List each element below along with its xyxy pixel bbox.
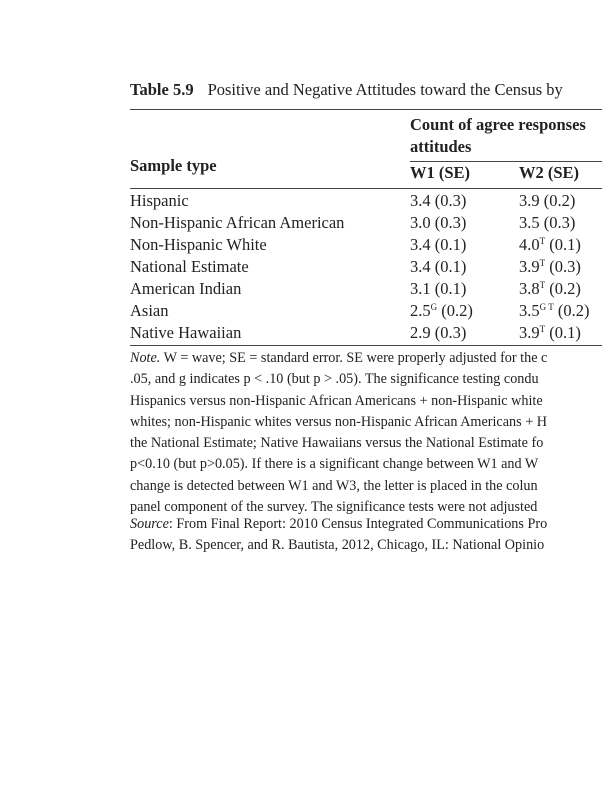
note-line: Hispanics versus non-Hispanic African Americans + non-Hispanic white xyxy=(130,392,543,409)
w1-cell: 3.4 (0.3) xyxy=(410,191,467,210)
w2-cell: $4.0^T$ (0.1) xyxy=(519,235,581,254)
column-group-underline xyxy=(410,161,602,162)
w1-cell: 3.4 (0.1) xyxy=(410,235,467,254)
sample-type-header: Sample type xyxy=(130,156,217,175)
w2-cell: 3.9 (0.2) xyxy=(519,191,576,210)
w2-cell: $3.9^T$ (0.1) xyxy=(519,323,581,342)
column-group-header xyxy=(410,114,586,158)
w2-cell: $3.8^T$ (0.2) xyxy=(519,279,581,298)
w1-cell: $2.5^G$ (0.2) xyxy=(410,301,473,320)
row-label: American Indian xyxy=(130,279,242,298)
table-number: Table 5.9 xyxy=(130,80,194,99)
row-label: Non-Hispanic African American xyxy=(130,213,345,232)
table-title: Positive and Negative Attitudes toward the Census by xyxy=(207,80,563,99)
column-group-header-line2: attitudes xyxy=(410,137,472,156)
w2-cell: 3.5 (0.3) xyxy=(519,213,576,232)
table-row xyxy=(0,322,602,344)
table-bottom-rule xyxy=(130,345,602,346)
table-top-rule xyxy=(130,109,602,110)
column-header-w2: W2 (SE) xyxy=(519,163,580,182)
note-line: change is detected between W1 and W3, the letter is placed in the colun xyxy=(130,477,538,494)
w2-cell: $3.9^T$ (0.3) xyxy=(519,257,581,276)
w1-cell: 3.4 (0.1) xyxy=(410,257,467,276)
table-caption xyxy=(130,80,563,100)
table-row xyxy=(0,212,602,234)
source-line: Pedlow, B. Spencer, and R. Bautista, 2012, Chicago, IL: National Opinio xyxy=(130,537,545,554)
note-line: .05, and g indicates p < .10 (but p > .05). The significance testing condu xyxy=(130,371,539,388)
table-row xyxy=(0,300,602,322)
row-label: Hispanic xyxy=(130,191,189,210)
source-line: Source: From Final Report: 2010 Census Integrated Communications Pro xyxy=(130,516,548,532)
table-row xyxy=(0,256,602,278)
note-label: Note. xyxy=(130,350,161,366)
table-row xyxy=(0,278,602,300)
w1-cell: 3.0 (0.3) xyxy=(410,213,467,232)
note-line: whites; non-Hispanic whites versus non-Hispanic African Americans + H xyxy=(130,413,547,430)
table-row xyxy=(0,190,602,212)
row-label: National Estimate xyxy=(130,257,249,276)
source-label: Source xyxy=(130,516,169,532)
w2-cell: $3.5^{G T}$ (0.2) xyxy=(519,301,590,320)
table-note xyxy=(130,348,547,518)
row-label: Native Hawaiian xyxy=(130,323,242,342)
table-row xyxy=(0,234,602,256)
note-line: Note. W = wave; SE = standard error. SE were properly adjusted for the c xyxy=(130,350,548,366)
note-line: the National Estimate; Native Hawaiians versus the National Estimate fo xyxy=(130,435,544,452)
note-line: panel component of the survey. The significance tests were not adjusted xyxy=(130,499,538,516)
table-source xyxy=(130,514,547,557)
column-header-w1: W1 (SE) xyxy=(410,163,471,182)
column-group-header-line1: Count of agree responses xyxy=(410,115,586,134)
note-line: p<0.10 (but p>0.05). If there is a significant change between W1 and W xyxy=(130,456,539,473)
row-label: Non-Hispanic White xyxy=(130,235,267,254)
row-label: Asian xyxy=(130,301,169,320)
w1-cell: 2.9 (0.3) xyxy=(410,323,467,342)
w1-cell: 3.1 (0.1) xyxy=(410,279,467,298)
header-bottom-rule xyxy=(130,188,602,189)
